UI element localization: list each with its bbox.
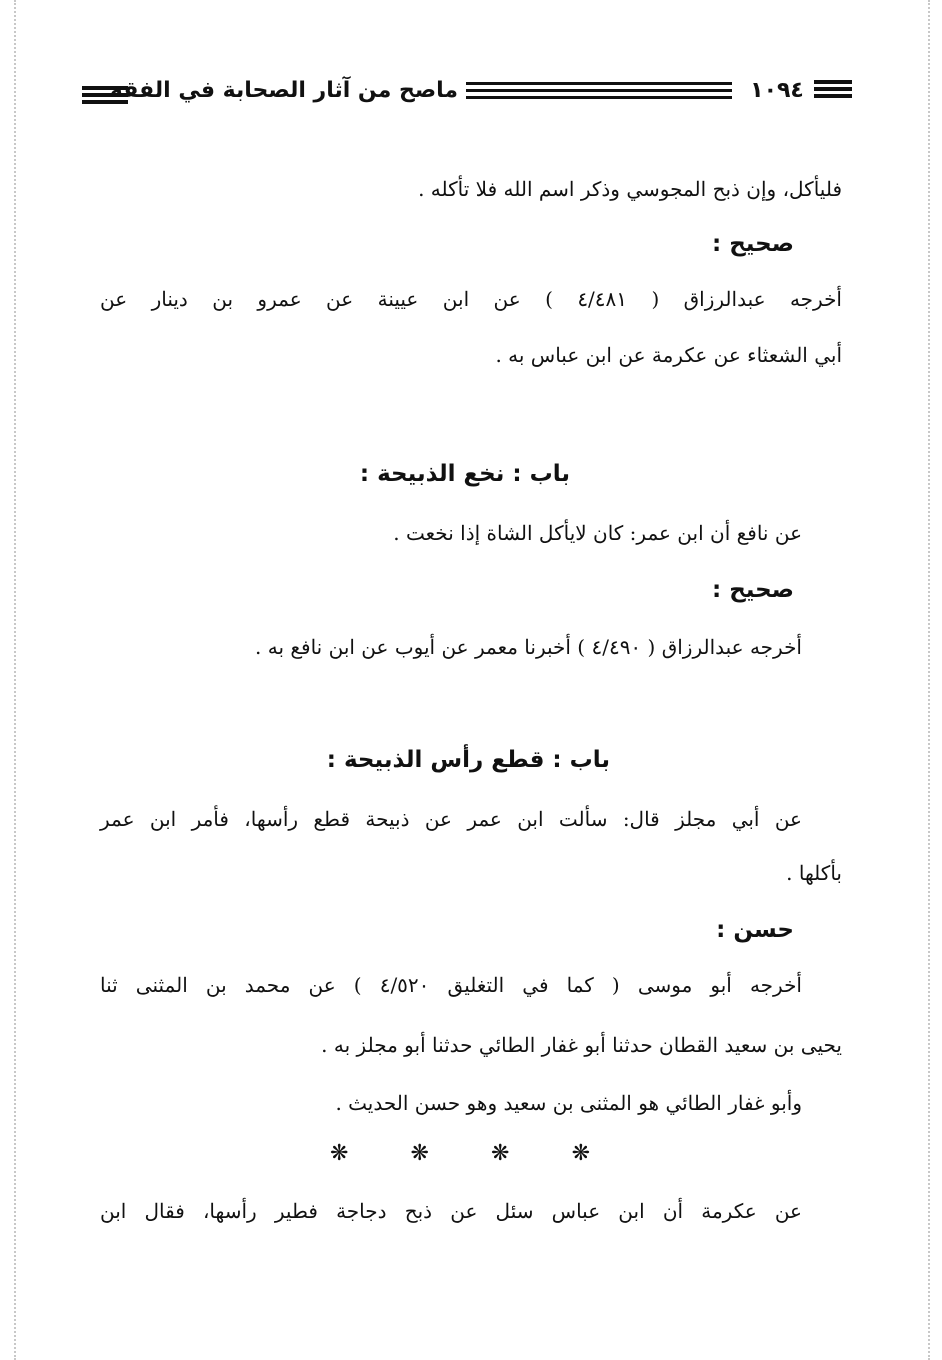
text-line: بأكلها . (786, 861, 842, 885)
text-line: عن نافع أن ابن عمر: كان لايأكل الشاة إذا نخعت . (393, 521, 802, 545)
text-line: أخرجه أبو موسى ( كما في التغليق ٤/٥٢٠ ) عن محمد بن المثنى ثنا (100, 973, 802, 997)
page-edge-left (14, 0, 16, 1360)
text-line: فليأكل، وإن ذبح المجوسي وذكر اسم الله فلا تأكله . (418, 177, 842, 201)
asterism-icon: ❋ (410, 1140, 429, 1166)
text-line: وأبو غفار الطائي هو المثنى بن سعيد وهو حسن الحديث . (335, 1091, 802, 1115)
text-line: عن أبي مجلز قال: سألت ابن عمر عن ذبيحة قطع رأسها، فأمر ابن عمر (100, 807, 802, 831)
page-edge-right (928, 0, 930, 1360)
section-separator (330, 1138, 590, 1168)
asterism-icon: ❋ (330, 1140, 349, 1166)
page-number: ١٠٩٤ (750, 78, 804, 103)
grade-label: صحيح : (712, 577, 794, 603)
text-line: عن عكرمة أن ابن عباس سئل عن ذبح دجاجة فطير رأسها، فقال ابن (100, 1199, 802, 1223)
text-line: أخرجه عبدالرزاق ( ٤/٤٨١ ) عن ابن عيينة عن عمرو بن دينار عن (100, 287, 842, 311)
text-line: يحيى بن سعيد القطان حدثنا أبو غفار الطائي حدثنا أبو مجلز به . (321, 1033, 842, 1057)
text-line: أبي الشعثاء عن عكرمة عن ابن عباس به . (495, 343, 842, 367)
asterism-icon: ❋ (571, 1140, 590, 1166)
grade-label: صحيح : (712, 231, 794, 257)
header-rule-middle (466, 82, 732, 103)
grade-label: حسن : (716, 917, 794, 943)
section-heading: باب : قطع رأس الذبيحة : (326, 747, 610, 773)
asterism-icon: ❋ (491, 1140, 510, 1166)
book-title: ماصح من آثار الصحابة في الفقه (109, 78, 458, 103)
section-heading: باب : نخع الذبيحة : (359, 461, 570, 487)
header-rule-right (814, 80, 852, 101)
running-header (82, 72, 852, 112)
text-line: أخرجه عبدالرزاق ( ٤/٤٩٠ ) أخبرنا معمر عن أيوب عن ابن نافع به . (255, 635, 802, 659)
